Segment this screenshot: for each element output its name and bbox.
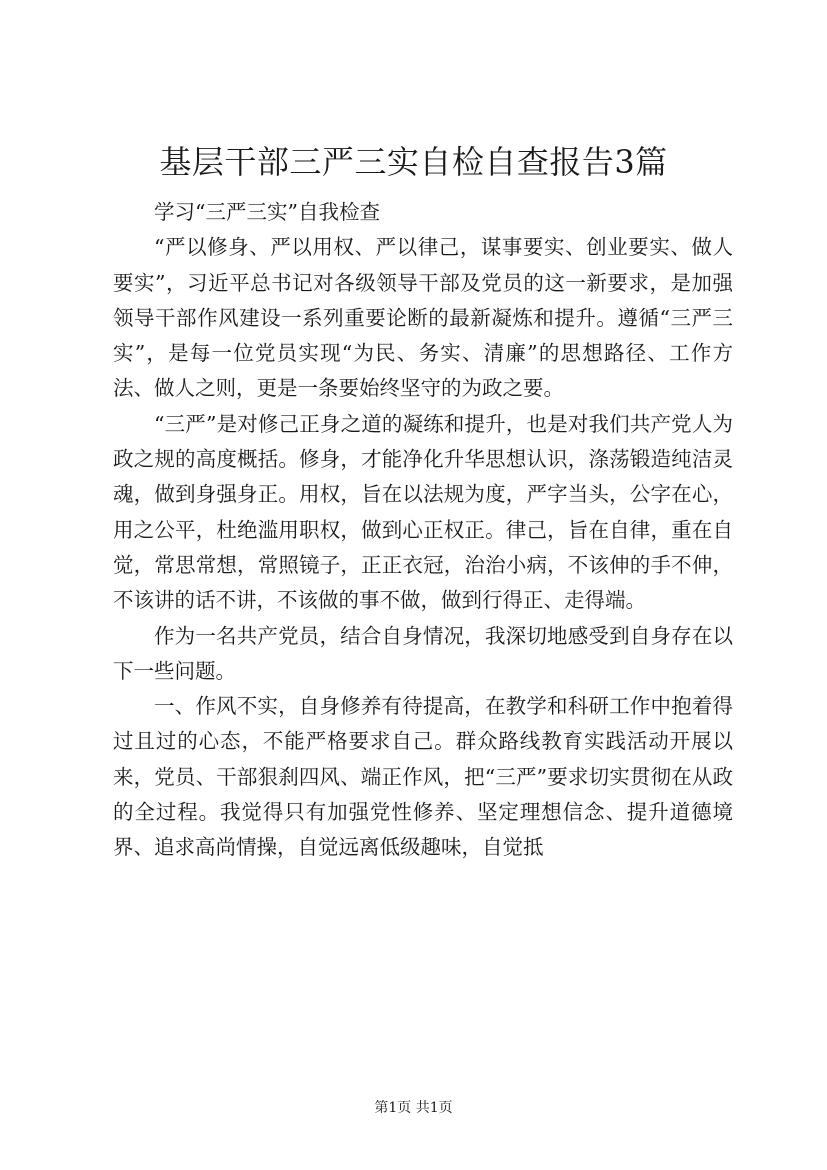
body-paragraph: “三严”是对修己正身之道的凝练和提升，也是对我们共产党人为政之规的高度概括。修身，才能净化升华思想认识，涤荡锻造纯洁灵魂，做到身强身正。用权，旨在以法规为度，严字当头，公字在心，用之公平，杜绝滥用职权，做到心正权正。律己，旨在自律，重在自觉，常思常想，常照镜子，正正衣冠，治治小病，不该伸的手不伸，不该讲的话不讲，不该做的事不做，做到行得正、走得端。 [113,411,733,613]
body-paragraph: 一、作风不实，自身修养有待提高，在教学和科研工作中抱着得过且过的心态，不能严格要求自己。群众路线教育实践活动开展以来，党员、干部狠刹四风、端正作风，把“三严”要求切实贯彻在从政的全过程。我觉得只有加强党性修养、坚定理想信念、提升道德境界、追求高尚情操，自觉远离低级趣味，自觉抵 [113,694,733,860]
body-paragraph: 作为一名共产党员，结合自身情况，我深切地感受到自身存在以下一些问题。 [113,623,733,683]
document-title: 基层干部三严三实自检自查报告3篇 [159,143,668,181]
subheading-paragraph: 学习“三严三实”自我检查 [154,200,380,224]
body-paragraph: “严以修身、严以用权、严以律己，谋事要实、创业要实、做人要实”，习近平总书记对各级领导干部及党员的这一新要求，是加强领导干部作风建设一系列重要论断的最新凝炼和提升。遵循“三严三实”，是每一位党员实现“为民、务实、清廉”的思想路径、工作方法、做人之则，更是一条要始终坚守的为政之要。 [113,235,733,401]
document-body [113,195,733,866]
page-footer: 第1页 共1页 [374,1100,453,1116]
